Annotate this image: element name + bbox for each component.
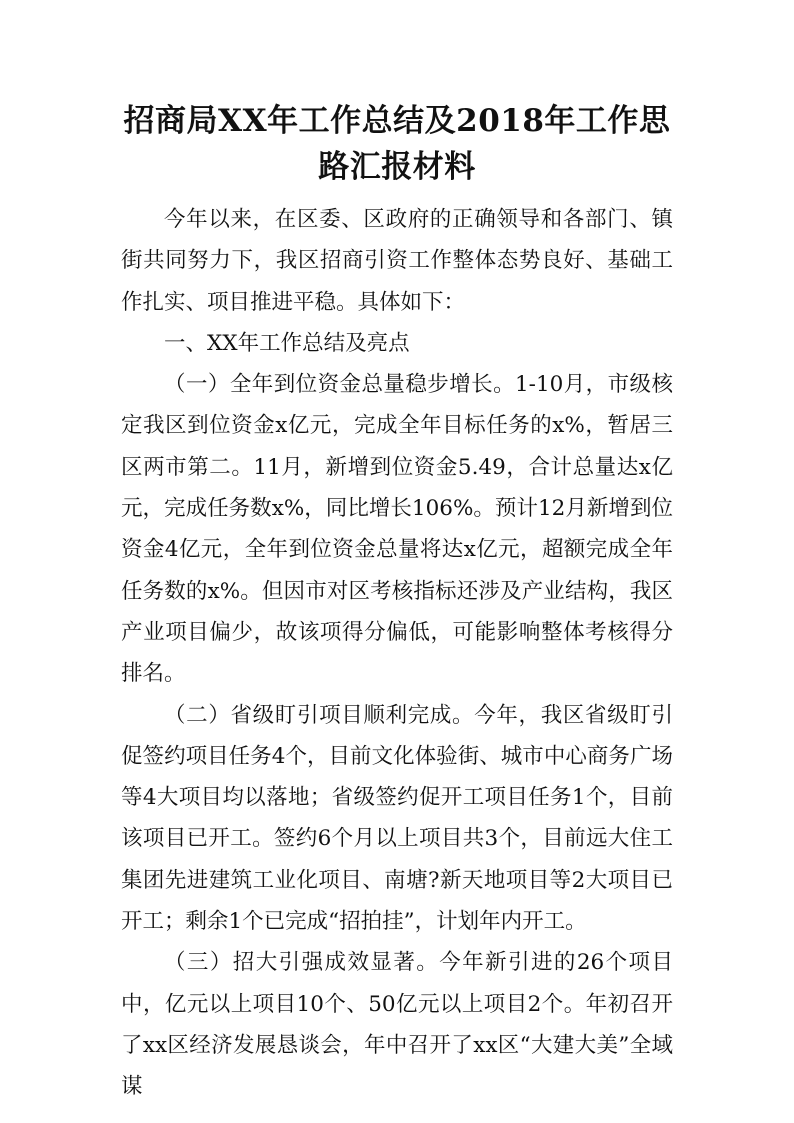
document-body xyxy=(121,199,673,1108)
section-heading-1: 一、XX年工作总结及亮点 xyxy=(164,330,410,356)
paragraph-funding: （一）全年到位资金总量稳步增长。1-10月，市级核定我区到位资金x亿元，完成全年目标任务的x%，暂居三区两市第二。11月，新增到位资金5.49，合计总量达x亿元，完成任务数x%，同比增长106%。预计12月新增到位资金4亿元，全年到位资金总量将达x亿元，超额完成全年任务数的x%。但因市对区考核指标还涉及产业结构，我区产业项目偏少，故该项得分偏低，可能影响整体考核得分排名。 xyxy=(121,372,673,687)
paragraph-major-investments: （三）招大引强成效显著。今年新引进的26个项目中，亿元以上项目10个、50亿元以上项目2个。年初召开了xx区经济发展恳谈会，年中召开了xx区“大建大美”全域谋 xyxy=(121,950,673,1100)
paragraph-intro: 今年以来，在区委、区政府的正确领导和各部门、镇街共同努力下，我区招商引资工作整体态势良好、基础工作扎实、项目推进平稳。具体如下： xyxy=(121,207,673,315)
document-title: 招商局XX年工作总结及2018年工作思路汇报材料 xyxy=(123,103,671,185)
paragraph-provincial-projects: （二）省级盯引项目顺利完成。今年，我区省级盯引促签约项目任务4个，目前文化体验街、城市中心商务广场等4大项目均以落地；省级签约促开工项目任务1个，目前该项目已开工。签约6个月以上项目共3个，目前远大住工集团先进建筑工业化项目、南塘?新天地项目等2大项目已开工；剩余1个已完成“招拍挂”，计划年内开工。 xyxy=(121,702,673,935)
